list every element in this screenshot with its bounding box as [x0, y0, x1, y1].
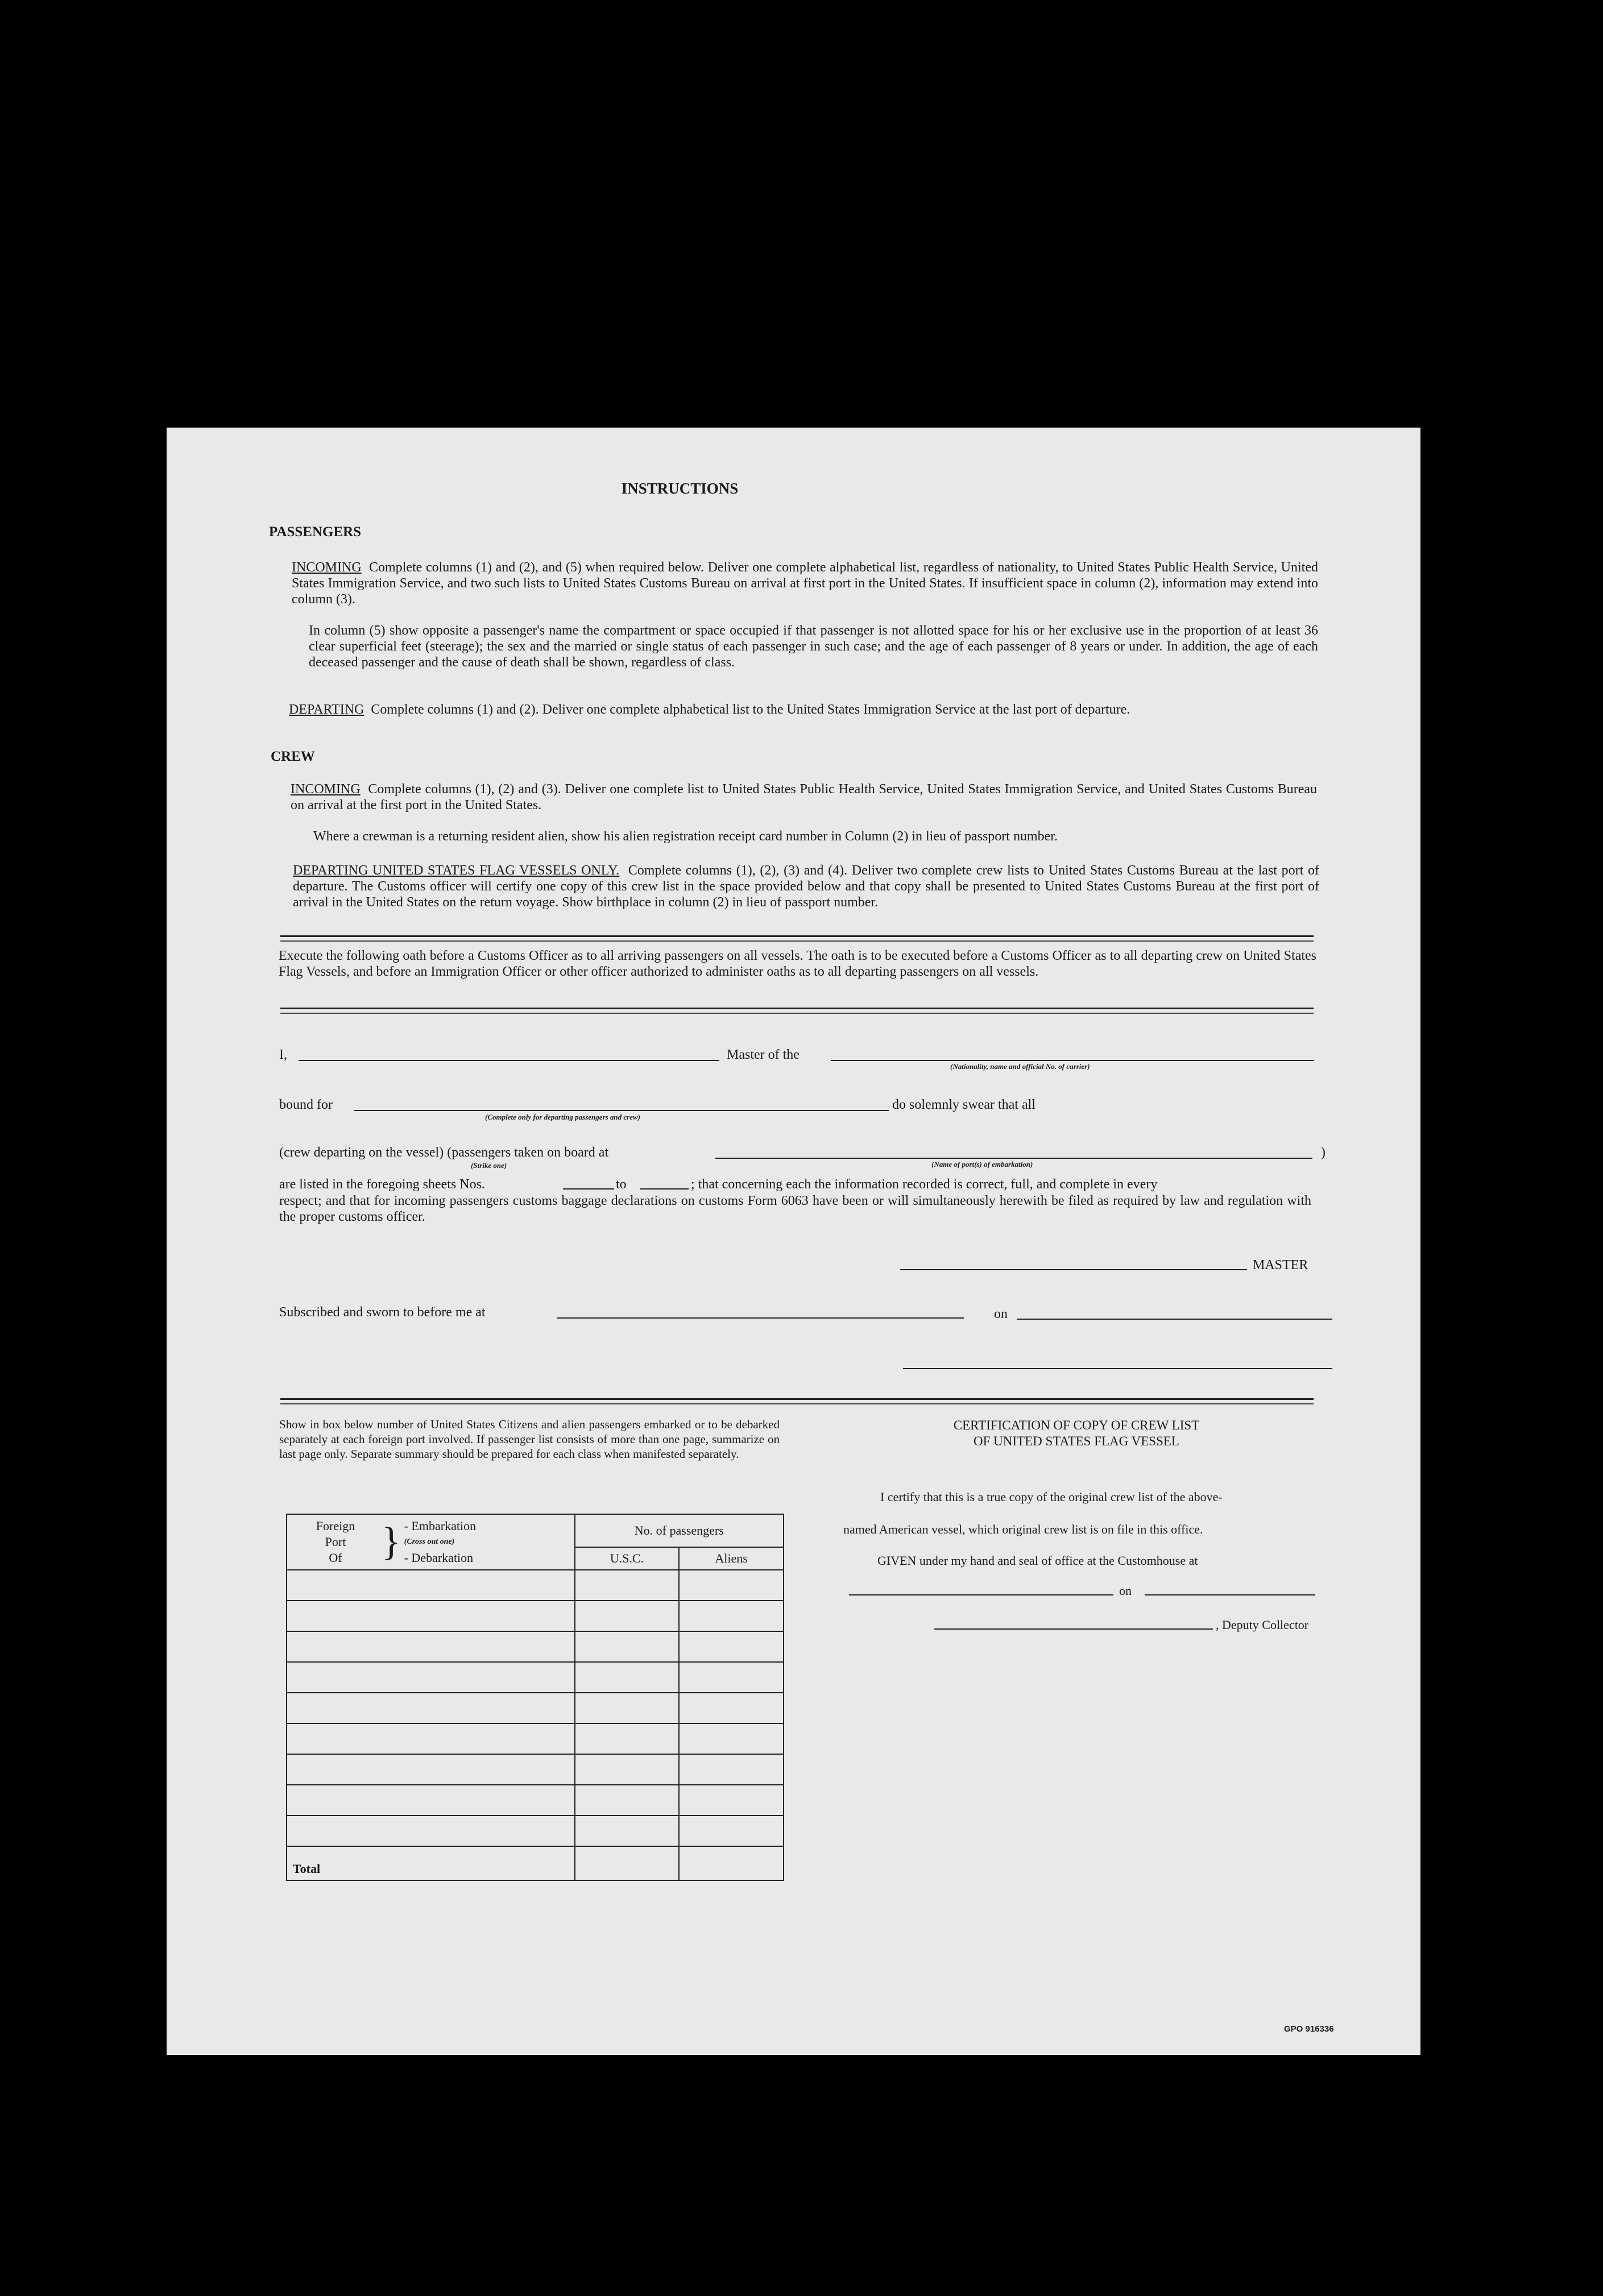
bound-for-field[interactable]	[354, 1110, 889, 1111]
passengers-incoming-text: Complete columns (1) and (2), and (5) when required below. Deliver one complete alphabetical list, regardless of nationality, to United States Public Health Service, United States Immigration Service, and two such lists to United States Customs Bureau on arrival at first port in the United States. If insufficient space in column (2), information may extend into column (3).	[292, 560, 1318, 607]
carrier-caption: (Nationality, name and official No. of carrier)	[950, 1062, 1090, 1071]
certification-line-3: GIVEN under my hand and seal of office at the Customhouse at	[877, 1553, 1198, 1568]
cross-out-caption: (Cross out one)	[404, 1537, 455, 1546]
aliens-cell[interactable]	[679, 1754, 784, 1785]
table-header-row	[287, 1514, 784, 1547]
usc-cell[interactable]	[575, 1723, 680, 1754]
usc-total-cell[interactable]	[575, 1846, 680, 1880]
table-row	[287, 1601, 784, 1631]
usc-cell[interactable]	[575, 1754, 680, 1785]
passengers-departing-paragraph	[289, 702, 1315, 718]
port-header-line-1: Foreign	[316, 1519, 355, 1533]
debarkation-option[interactable]: - Debarkation	[404, 1551, 474, 1565]
port-header-line-3: Of	[329, 1551, 342, 1565]
crew-resident-paragraph: Where a crewman is a returning resident alien, show his alien registration receipt card number in Column (2) in lieu of passport number.	[313, 829, 1058, 844]
brace-icon: }	[382, 1520, 401, 1564]
table-row	[287, 1631, 784, 1662]
oath-i-label: I,	[279, 1047, 287, 1062]
sworn-on-label: on	[994, 1307, 1008, 1321]
subscribed-text: Subscribed and sworn to before me at	[279, 1305, 486, 1320]
port-cell[interactable]	[287, 1601, 575, 1631]
table-row	[287, 1693, 784, 1723]
aliens-cell[interactable]	[679, 1631, 784, 1662]
double-rule	[280, 1008, 1314, 1014]
crew-passengers-text: (crew departing on the vessel) (passengers taken on board at	[279, 1145, 609, 1160]
sheet-to-field[interactable]	[640, 1188, 689, 1190]
aliens-cell[interactable]	[679, 1662, 784, 1693]
table-row	[287, 1816, 784, 1846]
port-cell[interactable]	[287, 1570, 575, 1601]
aliens-cell[interactable]	[679, 1601, 784, 1631]
sworn-date-field[interactable]	[1017, 1319, 1332, 1320]
form-page	[167, 428, 1420, 2055]
usc-cell[interactable]	[575, 1631, 680, 1662]
column5-paragraph: In column (5) show opposite a passenger's name the compartment or space occupied if that passenger is not allotted space for his or her exclusive use in the proportion of at least 36 clear superficial feet (steerage); the sex and the married or single status of each passenger in such case; and the age of each passenger of 8 years or under. In addition, the age of each deceased passenger and the cause of death shall be shown, regardless of class.	[309, 623, 1318, 670]
close-paren: )	[1321, 1145, 1326, 1160]
total-row	[287, 1846, 784, 1880]
certification-line-1: I certify that this is a true copy of the original crew list of the above-	[880, 1490, 1223, 1504]
embarkation-port-field[interactable]	[715, 1158, 1312, 1159]
certification-date-field[interactable]	[1145, 1594, 1315, 1595]
gpo-code: GPO 916336	[1284, 2024, 1334, 2034]
bound-for-caption: (Complete only for departing passengers and crew)	[485, 1113, 640, 1121]
total-label: Total	[287, 1846, 575, 1880]
table-row	[287, 1723, 784, 1754]
master-signature-field[interactable]	[900, 1269, 1247, 1270]
deputy-signature-field[interactable]	[934, 1628, 1213, 1630]
to-label: to	[616, 1177, 627, 1192]
port-cell[interactable]	[287, 1754, 575, 1785]
sheet-from-field[interactable]	[563, 1188, 614, 1190]
aliens-header: Aliens	[679, 1547, 784, 1570]
double-rule	[280, 1398, 1314, 1404]
master-of-label: Master of the	[727, 1047, 800, 1062]
passenger-summary-table	[286, 1514, 784, 1881]
aliens-cell[interactable]	[679, 1723, 784, 1754]
strike-one-caption: (Strike one)	[471, 1161, 507, 1170]
page-title: INSTRUCTIONS	[621, 480, 739, 497]
passengers-departing-text: Complete columns (1) and (2). Deliver one complete alphabetical list to the United States Immigration Service at the last port of departure.	[371, 702, 1130, 717]
usc-cell[interactable]	[575, 1601, 680, 1631]
swear-text: do solemnly swear that all	[892, 1097, 1035, 1112]
aliens-cell[interactable]	[679, 1816, 784, 1846]
crew-heading: CREW	[271, 749, 315, 764]
certification-title-1: CERTIFICATION OF COPY OF CREW LIST	[953, 1418, 1200, 1432]
port-header-line-2: Port	[325, 1535, 346, 1549]
certification-on-label: on	[1119, 1584, 1132, 1598]
officer-signature-field[interactable]	[903, 1368, 1332, 1369]
passengers-count-header: No. of passengers	[575, 1514, 784, 1547]
table-row	[287, 1570, 784, 1601]
usc-cell[interactable]	[575, 1662, 680, 1693]
usc-cell[interactable]	[575, 1785, 680, 1816]
deputy-collector-label: , Deputy Collector	[1216, 1618, 1309, 1632]
oath-intro: Execute the following oath before a Customs Officer as to all arriving passengers on all vessels. The oath is to be executed before a Customs Officer as to all departing crew on United States Flag Vessels, and before an Immigration Officer or other officer authorized to administer oaths as to all departing passengers on all vessels.	[279, 948, 1316, 979]
usc-cell[interactable]	[575, 1693, 680, 1723]
double-rule	[280, 935, 1314, 942]
port-header	[287, 1514, 575, 1570]
bound-for-label: bound for	[279, 1097, 333, 1112]
master-name-field[interactable]	[299, 1060, 719, 1061]
port-cell[interactable]	[287, 1816, 575, 1846]
port-cell[interactable]	[287, 1662, 575, 1693]
crew-incoming-paragraph	[291, 781, 1317, 813]
aliens-cell[interactable]	[679, 1570, 784, 1601]
usc-cell[interactable]	[575, 1570, 680, 1601]
crew-incoming-label: INCOMING	[291, 782, 361, 797]
usc-cell[interactable]	[575, 1816, 680, 1846]
port-cell[interactable]	[287, 1785, 575, 1816]
crew-incoming-text: Complete columns (1), (2) and (3). Deliver one complete list to United States Public Health Service, United States Immigration Service, and United States Customs Bureau on arrival at the first port in the United States.	[291, 782, 1318, 813]
embarkation-option[interactable]: - Embarkation	[404, 1519, 477, 1533]
sworn-place-field[interactable]	[557, 1317, 964, 1319]
port-caption: (Name of port(s) of embarkation)	[931, 1160, 1033, 1168]
port-cell[interactable]	[287, 1631, 575, 1662]
customhouse-field[interactable]	[849, 1594, 1113, 1595]
crew-departing-label: DEPARTING UNITED STATES FLAG VESSELS ONLY.	[293, 863, 620, 878]
master-label: MASTER	[1253, 1258, 1308, 1273]
summary-instructions: Show in box below number of United States Citizens and alien passengers embarked or to be debarked separately at each foreign port involved. If passenger list consists of more than one page, summarize on last page only. Separate summary should be prepared for each class when manifested separately.	[279, 1418, 780, 1461]
crew-departing-text: Complete columns (1), (2), (3) and (4). Deliver two complete crew lists to United States Customs Bureau at the last port of departure. The Customs officer will certify one copy of this crew list in the space provided below and that copy shall be presented to United States Customs Bureau at the first port of arrival in the United States on the return voyage. Show birthplace in column (2) in lieu of passport number.	[293, 863, 1319, 910]
passengers-incoming-paragraph	[292, 560, 1318, 607]
crew-departing-paragraph	[293, 863, 1319, 910]
certification-line-2: named American vessel, which original crew list is on file in this office.	[843, 1522, 1203, 1536]
usc-header: U.S.C.	[575, 1547, 680, 1570]
table-row	[287, 1754, 784, 1785]
listed-rest-text: respect; and that for incoming passengers customs baggage declarations on customs Form 6063 have been or will simultaneously herewith be filed as required by law and regulation with the proper customs officer.	[279, 1193, 1311, 1224]
port-cell[interactable]	[287, 1693, 575, 1723]
table-row	[287, 1662, 784, 1693]
passengers-heading: PASSENGERS	[269, 524, 362, 540]
listed-pre-text: are listed in the foregoing sheets Nos.	[279, 1177, 485, 1192]
port-cell[interactable]	[287, 1723, 575, 1754]
certification-title-2: OF UNITED STATES FLAG VESSEL	[974, 1434, 1179, 1448]
carrier-field[interactable]	[831, 1060, 1314, 1061]
listed-post-text: ; that concerning each the information recorded is correct, full, and complete in every	[691, 1177, 1158, 1192]
aliens-cell[interactable]	[679, 1693, 784, 1723]
table-row	[287, 1785, 784, 1816]
passengers-incoming-label: INCOMING	[292, 560, 362, 575]
passengers-departing-label: DEPARTING	[289, 702, 364, 717]
aliens-total-cell[interactable]	[679, 1846, 784, 1880]
aliens-cell[interactable]	[679, 1785, 784, 1816]
